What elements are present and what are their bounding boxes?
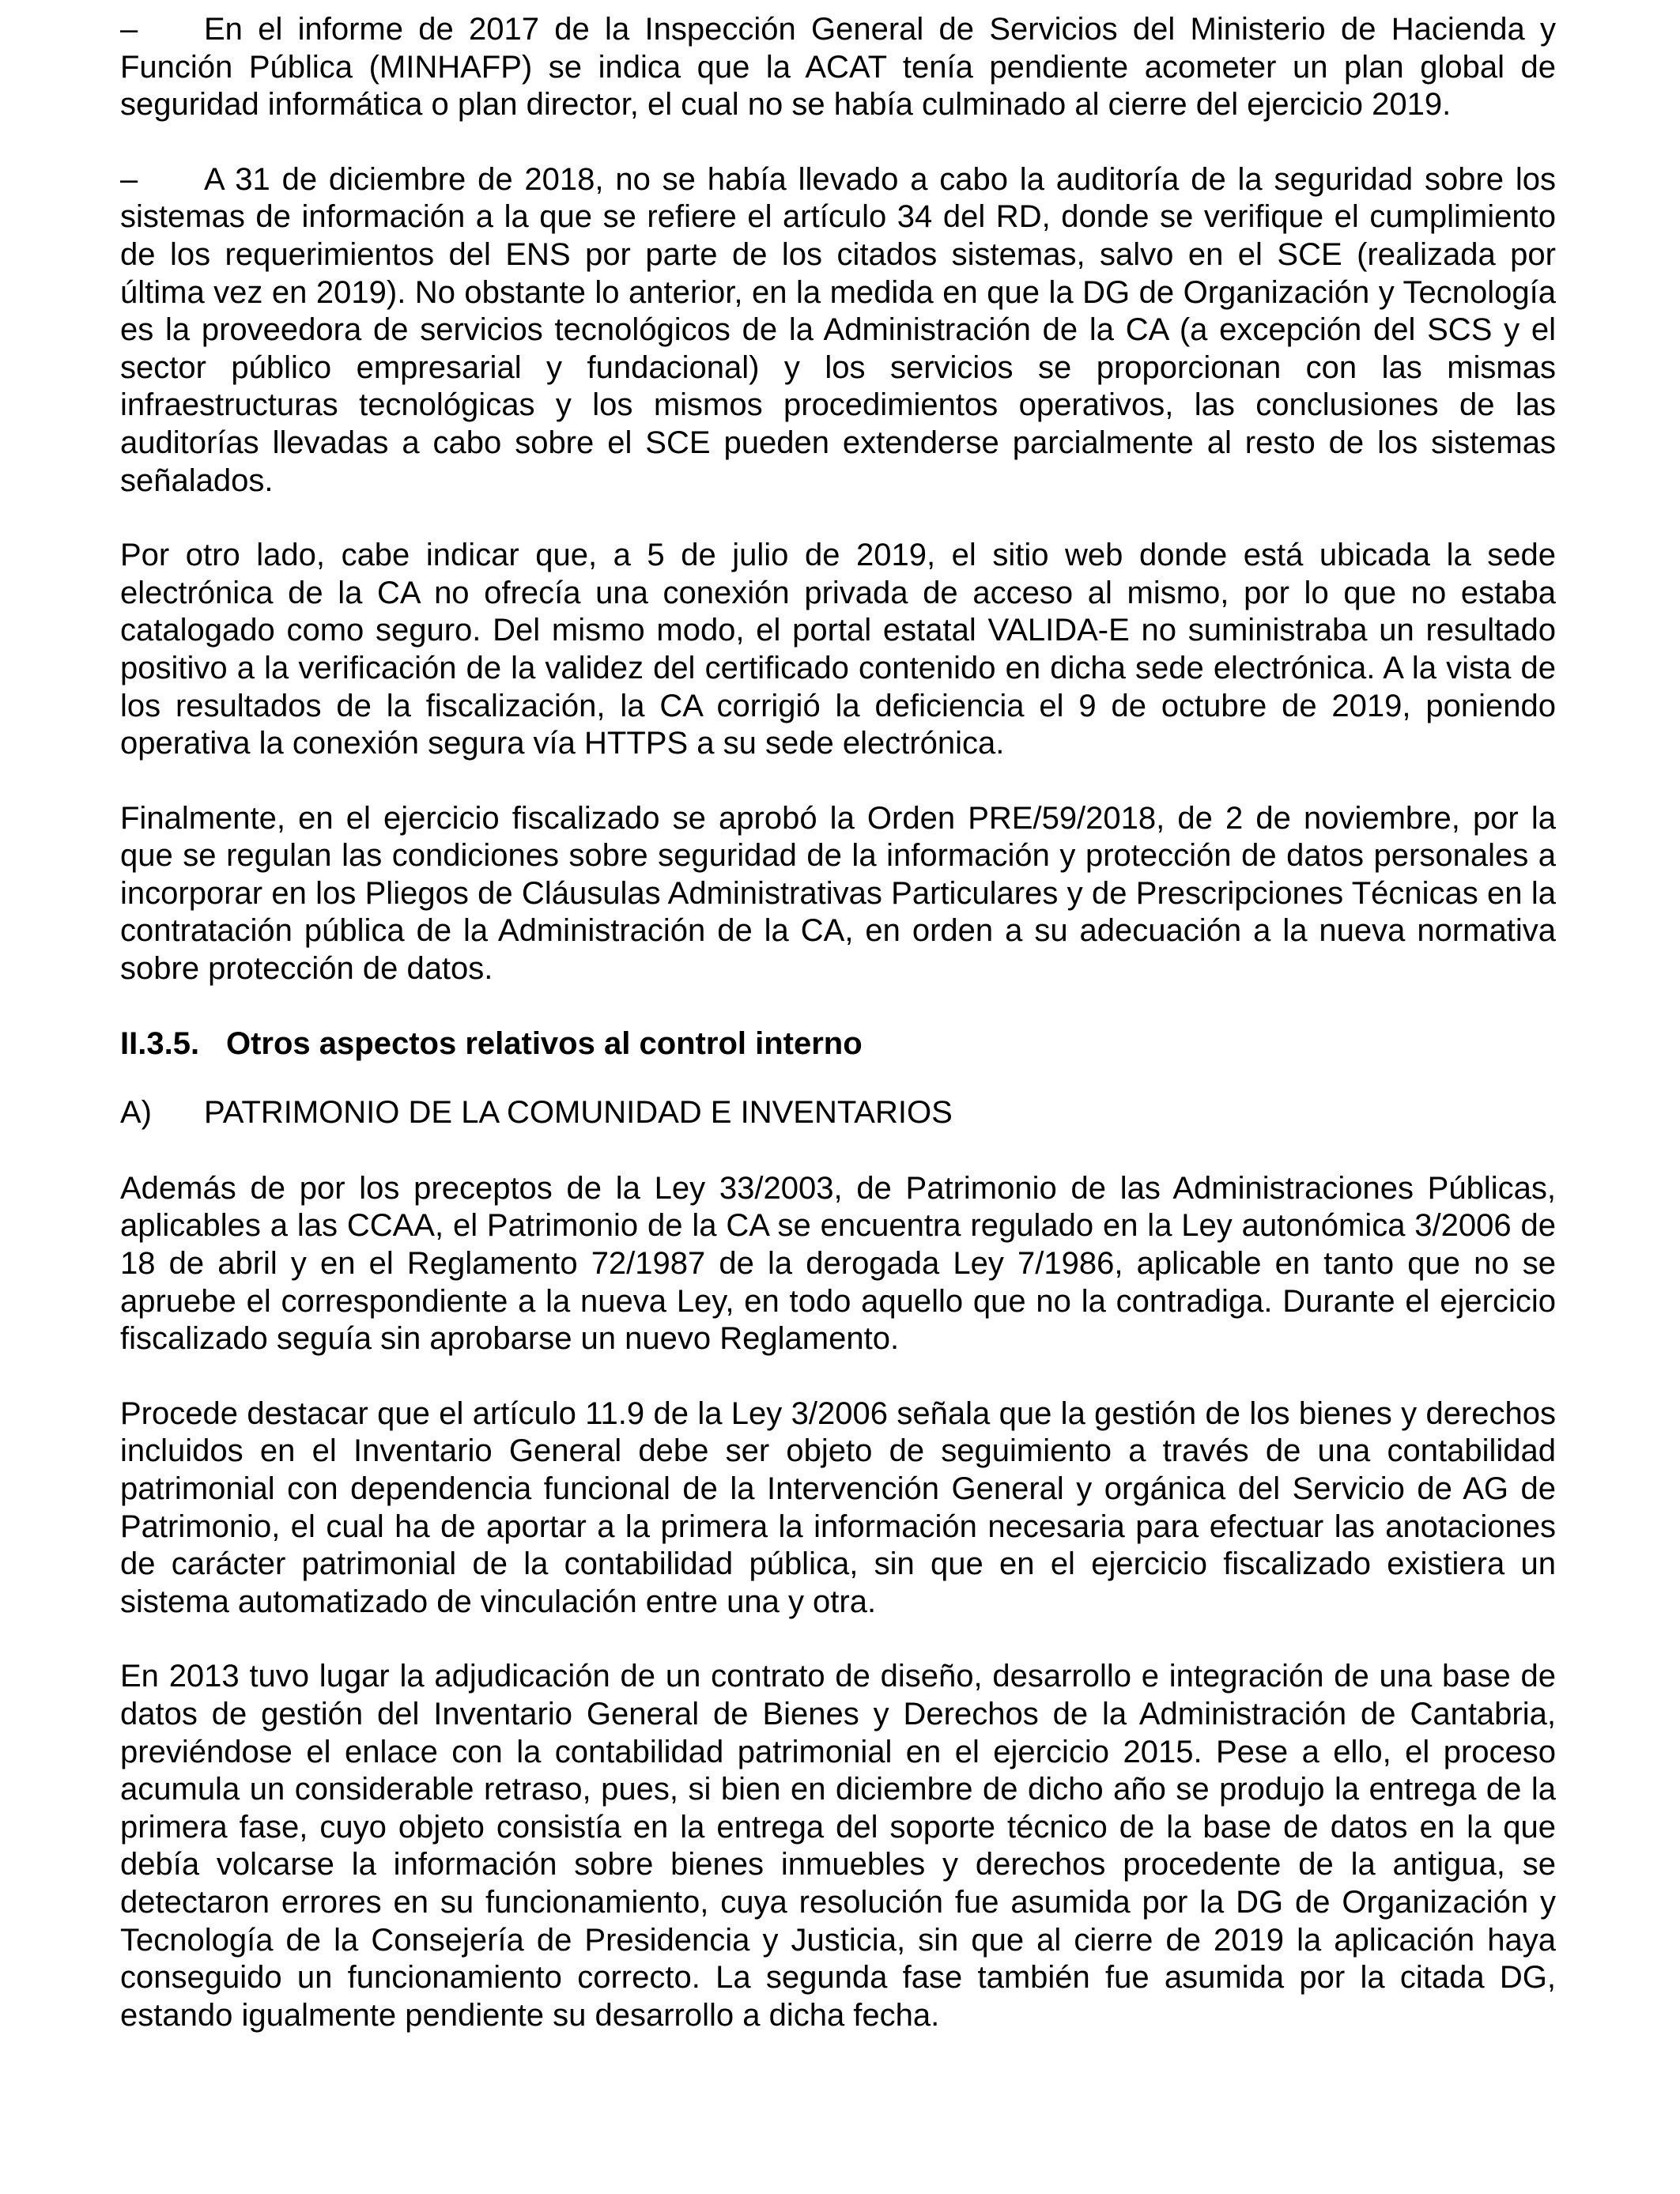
subsection-letter: A)	[120, 1095, 152, 1131]
document-page	[120, 11, 1556, 2071]
paragraph-contabilidad-patrimonial: Procede destacar que el artículo 11.9 de la Ley 3/2006 señala que la gestión de los bienes y derechos incluidos en el Inventario General debe ser objeto de seguimiento a través de una contabilidad patrimonial con dependencia funcional de la Intervención General y orgánica del Servicio de AG de Patrimonio, el cual ha de aportar a la primera la información necesaria para efectuar las anotaciones de carácter patrimonial de la contabilidad pública, sin que en el ejercicio fiscalizado existiera un sistema automatizado de vinculación entre una y otra.	[120, 1395, 1556, 1619]
bullet-item-auditoria	[120, 161, 1556, 500]
bullet-text: A 31 de diciembre de 2018, no se había llevado a cabo la auditoría de la seguridad sobre los sistemas de información a la que se refiere el artículo 34 del RD, donde se verifique el cumplimiento de los requerimientos del ENS por parte de los citados sistemas, salvo en el SCE (realizada por última vez en 2019). No obstante lo anterior, en la medida en que la DG de Organización y Tecnología es la proveedora de servicios tecnológicos de la Administración de la CA (a excepción del SCS y el sector público empresarial y fundacional) y los servicios se proporcionan con las mismas infraestructuras tecnológicas y los mismos procedimientos operativos, las conclusiones de las auditorías llevadas a cabo sobre el SCE pueden extenderse parcialmente al resto de los sistemas señalados.	[120, 161, 1556, 498]
paragraph-ley-patrimonio: Además de por los preceptos de la Ley 33/2003, de Patrimonio de las Administraciones Públicas, aplicables a las CCAA, el Patrimonio de la CA se encuentra regulado en la Ley autonómica 3/2006 de 18 de abril y en el Reglamento 72/1987 de la derogada Ley 7/1986, aplicable en tanto que no se apruebe el correspondiente a la nueva Ley, en todo aquello que no la contradiga. Durante el ejercicio fiscalizado seguía sin aprobarse un nuevo Reglamento.	[120, 1170, 1556, 1357]
paragraph-orden-pre: Finalmente, en el ejercicio fiscalizado se aprobó la Orden PRE/59/2018, de 2 de noviembre, por la que se regulan las condiciones sobre seguridad de la información y protección de datos personales a incorporar en los Pliegos de Cláusulas Administrativas Particulares y de Prescripciones Técnicas en la contratación pública de la Administración de la CA, en orden a su adecuación a la nueva normativa sobre protección de datos.	[120, 800, 1556, 987]
section-heading	[120, 1025, 1556, 1063]
subsection-title: PATRIMONIO DE LA COMUNIDAD E INVENTARIOS	[204, 1095, 953, 1131]
bullet-text: En el informe de 2017 de la Inspección General de Servicios del Ministerio de Hacienda y Función Pública (MINHAFP) se indica que la ACAT tenía pendiente acometer un plan global de seguridad informática o plan director, el cual no se había culminado al cierre del ejercicio 2019.	[120, 12, 1556, 123]
paragraph-sede-electronica: Por otro lado, cabe indicar que, a 5 de julio de 2019, el sitio web donde está ubicada la sede electrónica de la CA no ofrecía una conexión privada de acceso al mismo, por lo que no estaba catalogado como seguro. Del mismo modo, el portal estatal VALIDA-E no suministraba un resultado positivo a la verificación de la validez del certificado contenido en dicha sede electrónica. A la vista de los resultados de la fiscalización, la CA corrigió la deficiencia el 9 de octubre de 2019, poniendo operativa la conexión segura vía HTTPS a su sede electrónica.	[120, 538, 1556, 761]
subsection-heading	[120, 1094, 1556, 1132]
dash-bullet: –	[120, 161, 138, 197]
paragraph-inventario-contrato: En 2013 tuvo lugar la adjudicación de un contrato de diseño, desarrollo e integración de una base de datos de gestión del Inventario General de Bienes y Derechos de la Administración de Cantabria, previéndose el enlace con la contabilidad patrimonial en el ejercicio 2015. Pese a ello, el proceso acumula un considerable retraso, pues, si bien en diciembre de dicho año se produjo la entrega de la primera fase, cuyo objeto consistía en la entrega del soporte técnico de la base de datos en la que debía volcarse la información sobre bienes inmuebles y derechos procedente de la antigua, se detectaron errores en su funcionamiento, cuya resolución fue asumida por la DG de Organización y Tecnología de la Consejería de Presidencia y Justicia, sin que al cierre de 2019 la aplicación haya conseguido un funcionamiento correcto. La segunda fase también fue asumida por la citada DG, estando igualmente pendiente su desarrollo a dicha fecha.	[120, 1659, 1556, 2033]
dash-bullet: –	[120, 12, 138, 47]
section-title: Otros aspectos relativos al control interno	[226, 1025, 863, 1061]
section-number: II.3.5.	[120, 1025, 200, 1061]
bullet-item-plan-director	[120, 11, 1556, 124]
